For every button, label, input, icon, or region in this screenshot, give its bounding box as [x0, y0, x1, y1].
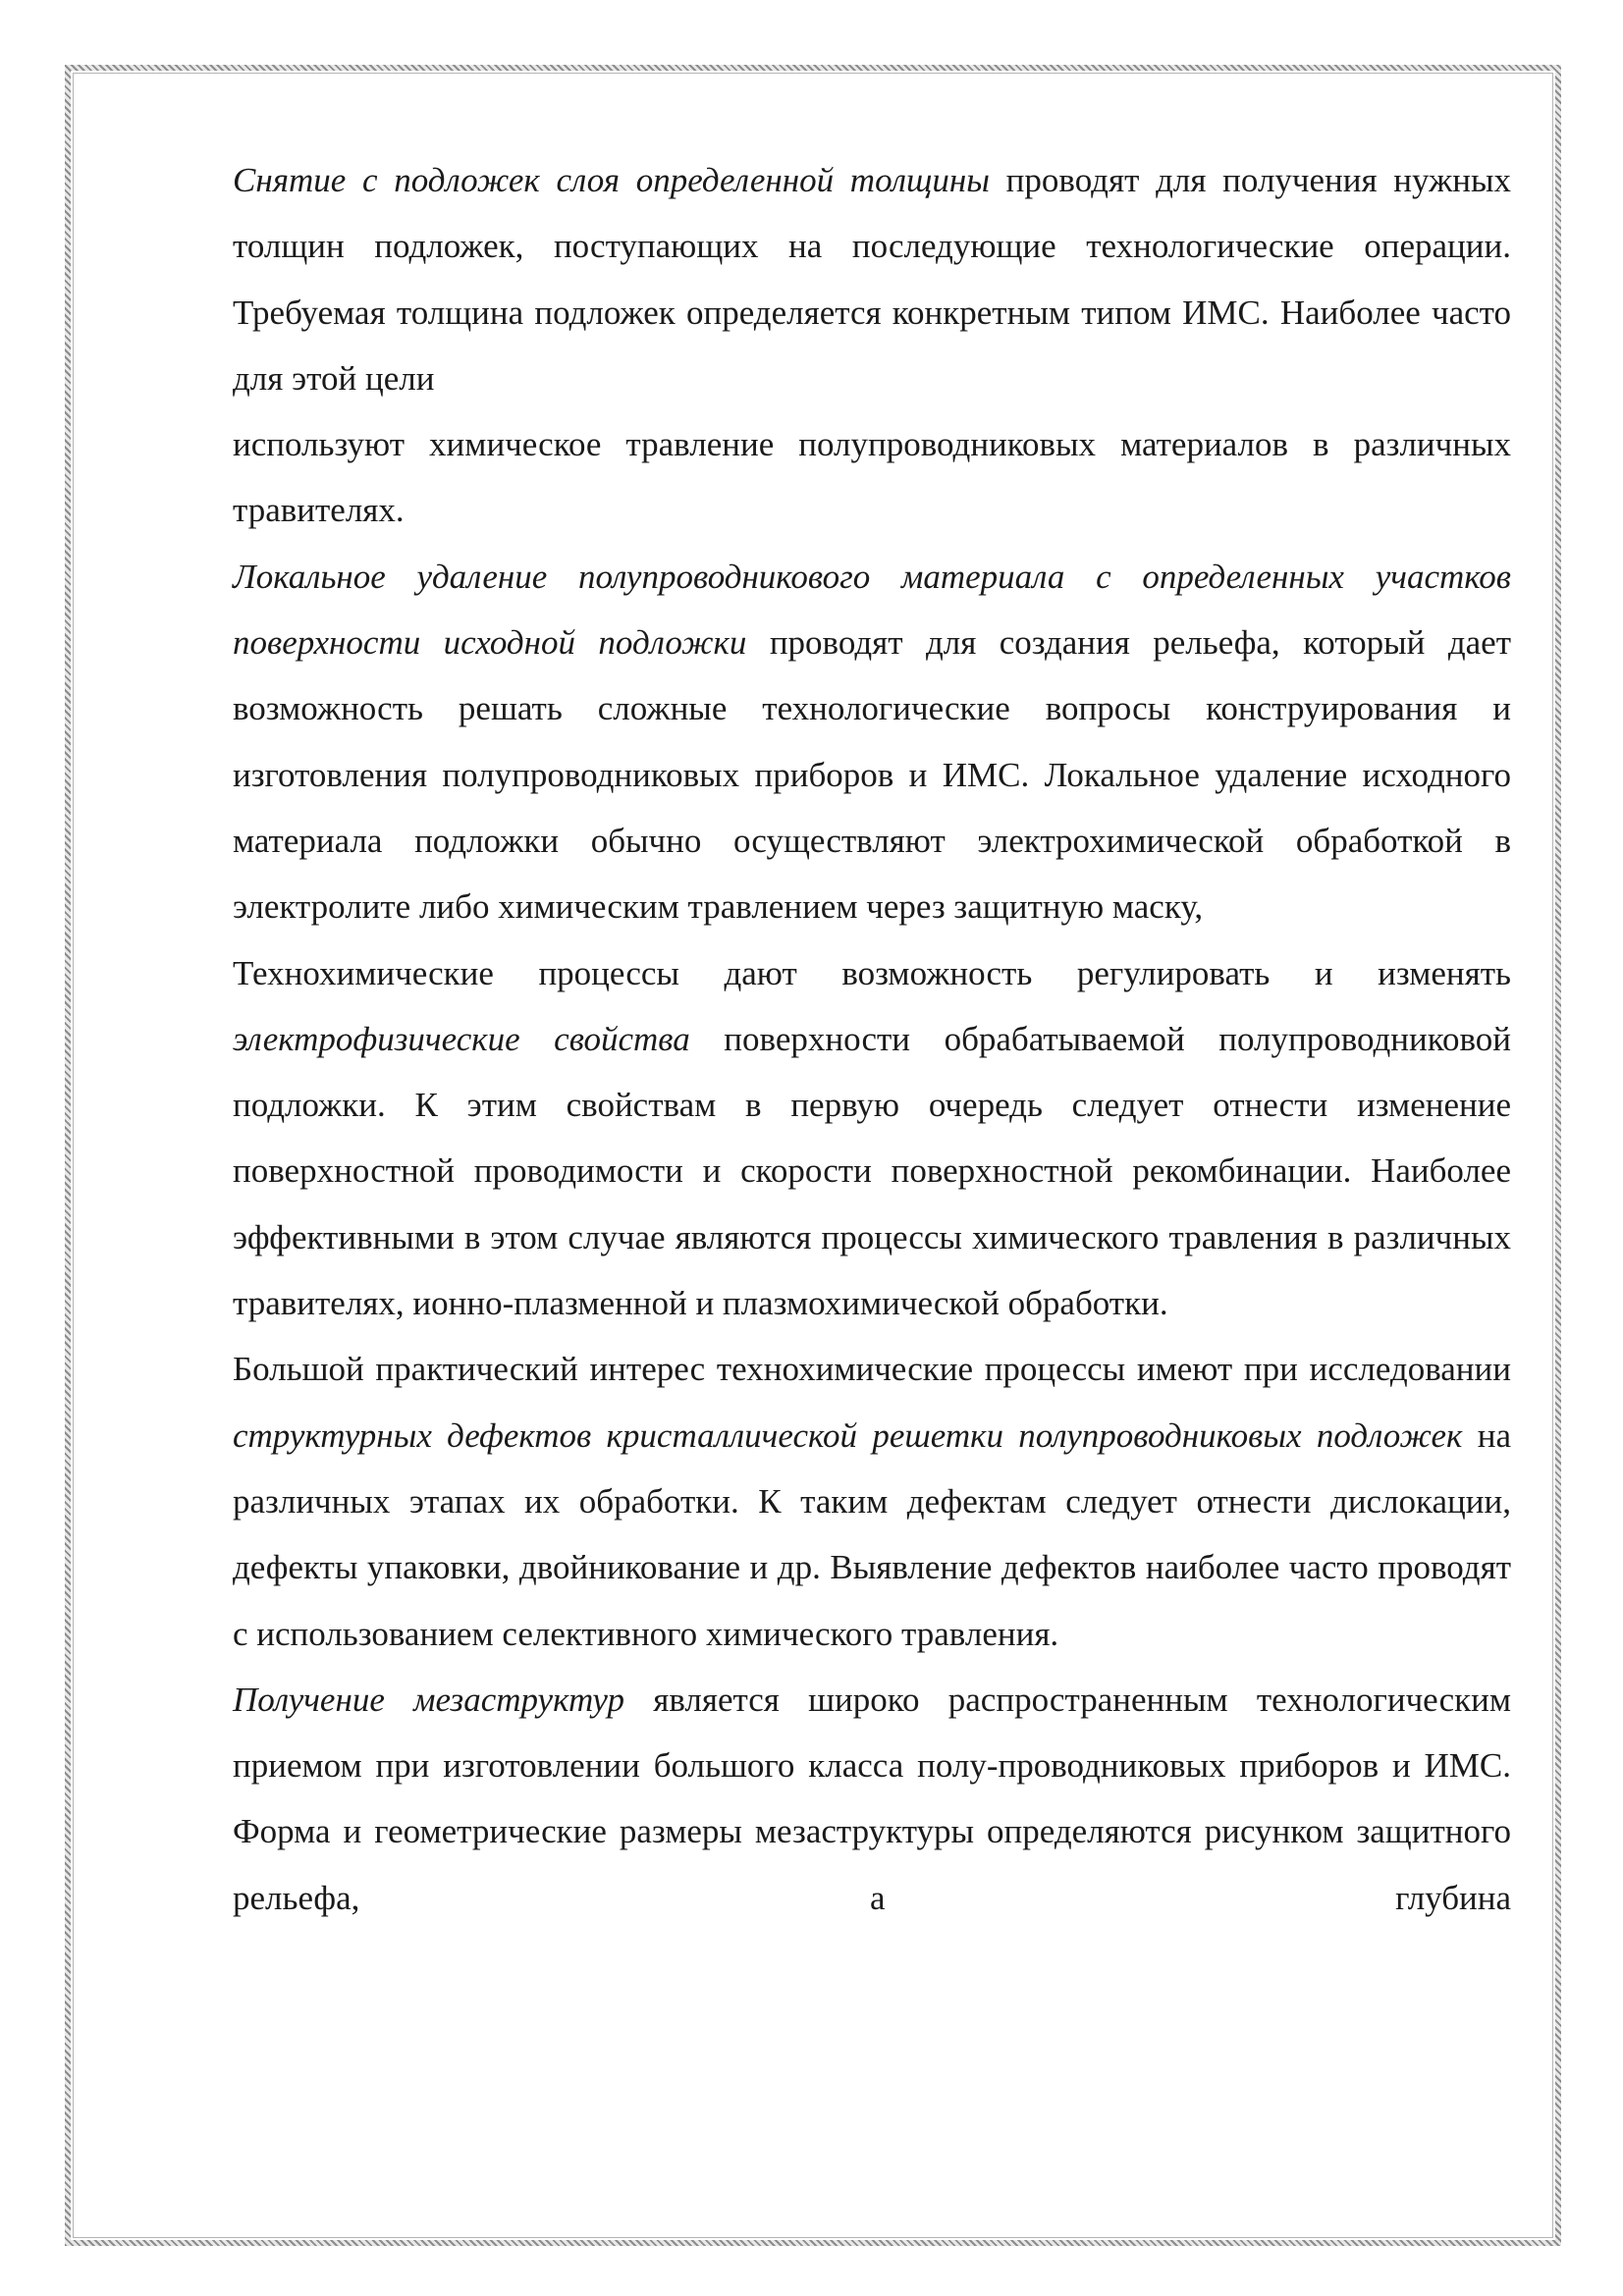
paragraph-mesa-structures: [233, 1667, 1511, 1931]
paragraph-chemical-etching: [233, 411, 1511, 544]
paragraph-structural-defects: [233, 1336, 1511, 1666]
paragraph-electrophysical-properties: [233, 940, 1511, 1337]
paragraph-text: Большой практический интерес технохимические процессы имеют при исследовании: [233, 1350, 1511, 1389]
paragraph-local-removal: [233, 544, 1511, 940]
term-local-removal: Локальное удаление полупроводникового материала с определенных участков поверхности исходной подложки: [233, 557, 1511, 663]
term-mesa-structures: Получение мезаструктур: [233, 1680, 624, 1719]
term-electrophysical-properties: электрофизические свойства: [233, 1019, 690, 1058]
paragraph-substrate-thinning: [233, 147, 1511, 411]
paragraph-text: Технохимические процессы дают возможность регулировать и изменять: [233, 953, 1511, 992]
paragraph-text: используют химическое травление полупроводниковых материалов в различных травителях.: [233, 425, 1511, 530]
term-structural-defects: структурных дефектов кристаллической решетки полупроводниковых подложек: [233, 1415, 1463, 1455]
document-body: [233, 147, 1511, 1931]
term-substrate-thinning: Снятие с подложек слоя определенной толщины: [233, 161, 990, 199]
paragraph-text: является широко распространенным технологическим приемом при изготовлении большого класса полу-проводниковых приборов и ИМС. Форма и геометрические размеры мезаструктуры определяются рисунком защитного рельефа, а глубина: [233, 1680, 1511, 1917]
paragraph-text: проводят для получения нужных толщин подложек, поступающих на последующие технологические операции. Требуемая толщина подложек определяется конкретным типом ИМС. Наиболее часто для этой цели: [233, 161, 1512, 398]
paragraph-text: на различных этапах их обработки. К таким дефектам следует отнести дислокации, дефекты упаковки, двойникование и др. Выявление дефектов наиболее часто проводят с использованием селективного химического травления.: [233, 1415, 1512, 1653]
paragraph-text: поверхности обрабатываемой полупроводниковой подложки. К этим свойствам в первую очередь следует отнести изменение поверхностной проводимости и скорости поверхностной рекомбинации. Наиболее эффективными в этом случае являются процессы химического травления в различных травителях, ионно-плазменной и плазмохимической обработки.: [233, 1019, 1511, 1323]
paragraph-text: проводят для создания рельефа, который дает возможность решать сложные технологические вопросы конструирования и изготовления полупроводниковых приборов и ИМС. Локальное удаление исходного материала подложки обычно осуществляют электрохимической обработкой в электролите либо химическим травлением через защитную маску,: [233, 623, 1511, 927]
